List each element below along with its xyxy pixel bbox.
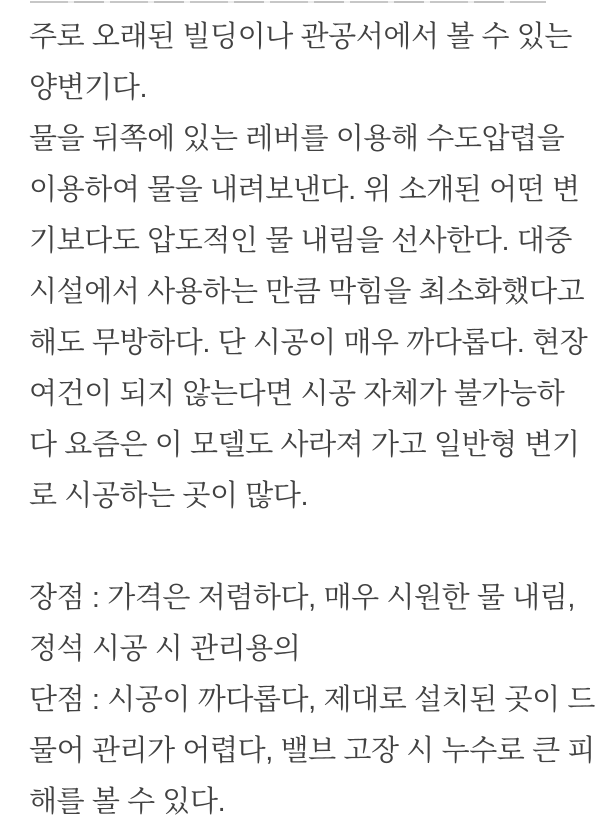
body-text-line: 물을 뒤쪽에 있는 레버를 이용해 수도압렵을 <box>29 123 565 155</box>
body-text-line: 주로 오래된 빌딩이나 관공서에서 볼 수 있는 <box>29 21 572 53</box>
body-text-line-cons: 단점 : 시공이 까다롭다, 제대로 설치된 곳이 드 <box>29 684 595 716</box>
body-text-line: 기보다도 압도적인 물 내림을 선사한다. 대중 <box>29 225 572 257</box>
body-text-line: 양변기다. <box>29 72 148 104</box>
body-text-line: 해도 무방하다. 단 시공이 매우 까다롭다. 현장 <box>29 327 588 359</box>
body-text-line-cons: 물어 관리가 어렵다, 밸브 고장 시 누수로 큰 피 <box>29 735 595 767</box>
body-text-line: 이용하여 물을 내려보낸다. 위 소개된 어떤 변 <box>29 174 580 206</box>
body-text-line: 다 요즘은 이 모델도 사라져 가고 일반형 변기 <box>29 429 580 461</box>
body-text-line: 로 시공하는 곳이 많다. <box>29 480 309 512</box>
body-text-line-cons: 해를 볼 수 있다. <box>29 786 226 818</box>
cropped-text-remnant <box>30 1 546 3</box>
article-body <box>29 12 595 828</box>
body-text-line: 시설에서 사용하는 만큼 막힘을 최소화했다고 <box>29 276 585 308</box>
body-text-line: 여건이 되지 않는다면 시공 자체가 불가능하 <box>29 378 565 410</box>
body-text-line-pros: 정석 시공 시 관리용의 <box>29 633 301 665</box>
blank-line <box>29 522 580 573</box>
body-text-line-pros: 장점 : 가격은 저렴하다, 매우 시원한 물 내림, <box>29 582 576 614</box>
